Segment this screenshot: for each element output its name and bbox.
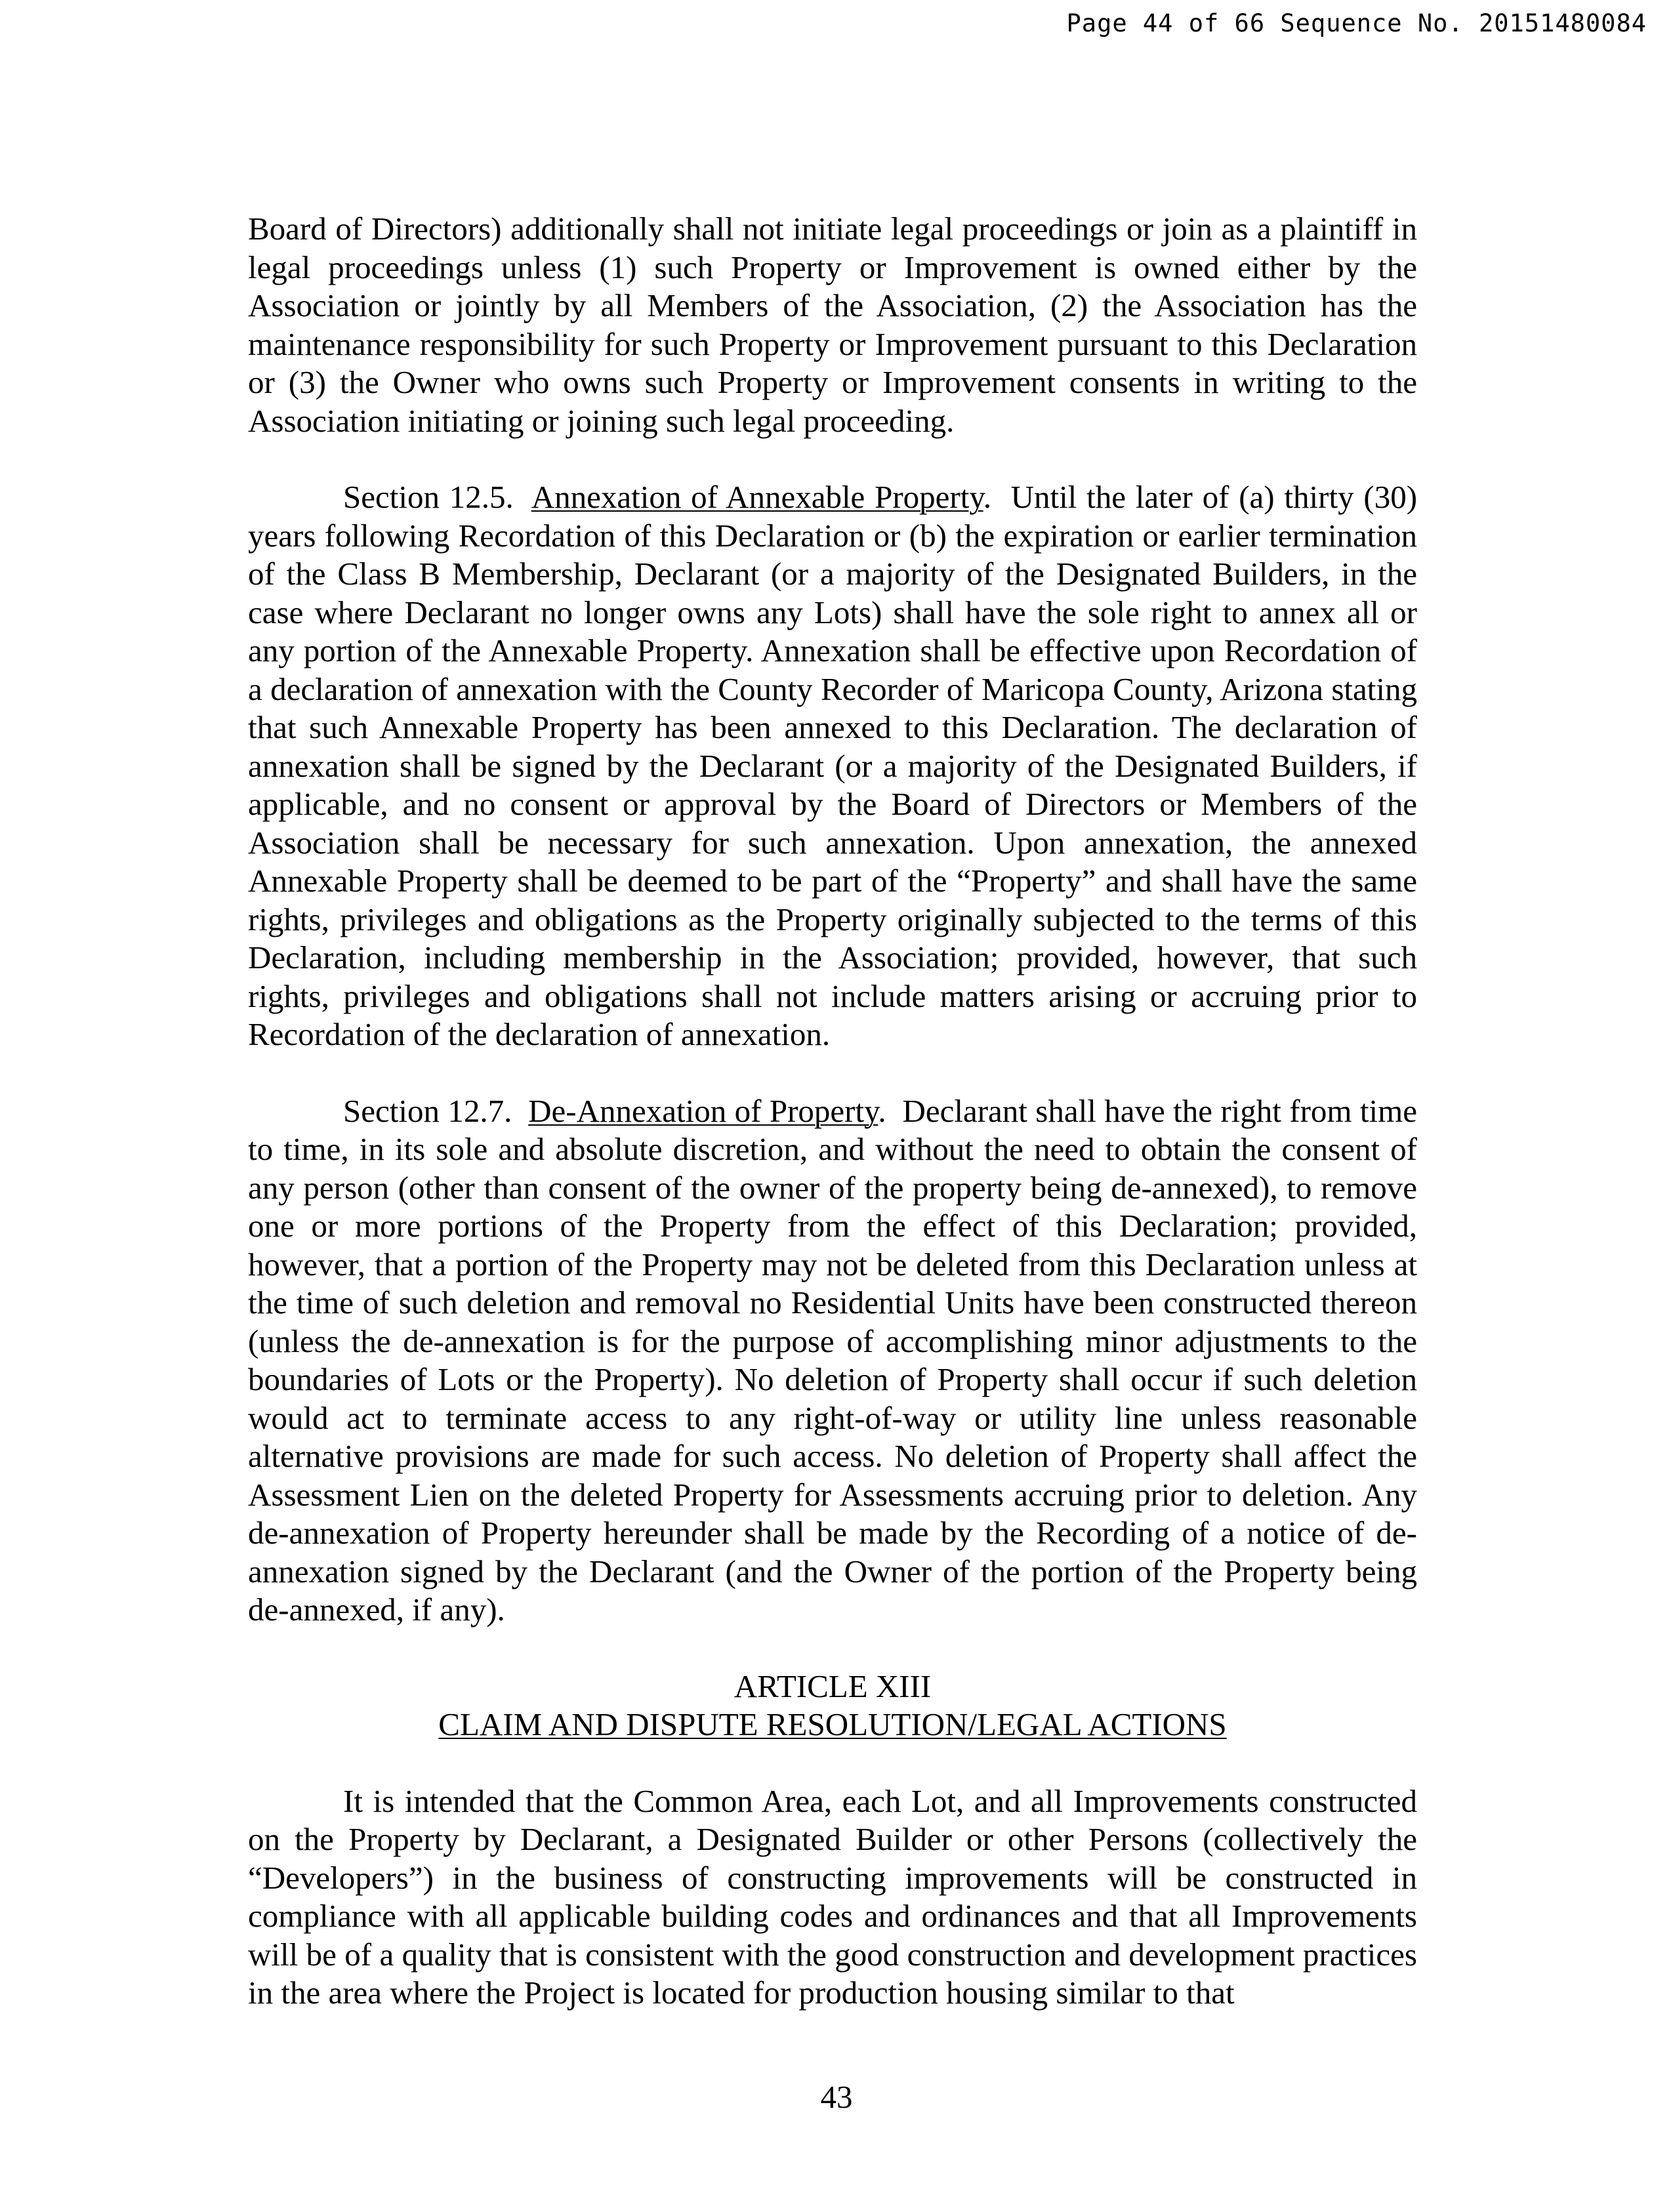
section-12-7-label: Section 12.7.: [343, 1092, 512, 1129]
section-12-5-body: Until the later of (a) thirty (30) years following Recordation of this Declaration or (b) the expiration or earlier termination of the Class B Membership, Declarant (or a majority of the Designated Builders, in the case where Declarant no longer owns any Lots) shall have the sole right to annex all or any portion of the Annexable Property. Annexation shall be effective upon Recordation of a declaration of annexation with the County Recorder of Maricopa County, Arizona stating that such Annexable Property has been annexed to this Declaration. The declaration of annexation shall be signed by the Declarant (or a majority of the Designated Builders, if applicable, and no consent or approval by the Board of Directors or Members of the Association shall be necessary for such annexation. Upon annexation, the annexed Annexable Property shall be deemed to be part of the “Property” and shall have the same rights, privileges and obligations as the Property originally subjected to the terms of this Declaration, including membership in the Association; provided, however, that such rights, privileges and obligations shall not include matters arising or accruing prior to Recordation of the declaration of annexation.: [248, 479, 1418, 1052]
section-12-5-label: Section 12.5.: [343, 479, 514, 515]
section-12-7: Section 12.7. De-Annexation of Property. Declarant shall have the right from time to time, in its sole and absolute discretion, and without the need to obtain the consent of any person (other than consent of the owner of the property being de-annexed), to remove one or more portions of the Property from the effect of this Declaration; provided, however, that a portion of the Property may not be deleted from this Declaration unless at the time of such deletion and removal no Residential Units have been constructed thereon (unless the de-annexation is for the purpose of accomplishing minor adjustments to the boundaries of Lots or the Property). No deletion of Property shall occur if such deletion would act to terminate access to any right-of-way or utility line unless reasonable alternative provisions are made for such access. No deletion of Property shall affect the Assessment Lien on the deleted Property for Assessments accruing prior to deletion. Any de-annexation of Property hereunder shall be made by the Recording of a notice of de-annexation signed by the Declarant (and the Owner of the portion of the Property being de-annexed, if any).: [248, 1092, 1418, 1628]
page-header: Page 44 of 66 Sequence No. 20151480084: [1066, 9, 1647, 37]
section-12-5-title: Annexation of Annexable Property: [531, 479, 983, 515]
article-heading: [248, 1668, 1417, 1744]
section-12-7-body: Declarant shall have the right from time to time, in its sole and absolute discretion, and without the need to obtain the consent of any person (other than consent of the owner of the property being de-annexed), to remove one or more portions of the Property from the effect of this Declaration; provided, however, that a portion of the Property may not be deleted from this Declaration unless at the time of such deletion and removal no Residential Units have been constructed thereon (unless the de-annexation is for the purpose of accomplishing minor adjustments to the boundaries of Lots or the Property). No deletion of Property shall occur if such deletion would act to terminate access to any right-of-way or utility line unless reasonable alternative provisions are made for such access. No deletion of Property shall affect the Assessment Lien on the deleted Property for Assessments accruing prior to deletion. Any de-annexation of Property hereunder shall be made by the Recording of a notice of de-annexation signed by the Declarant (and the Owner of the portion of the Property being de-annexed, if any).: [248, 1092, 1418, 1628]
section-12-7-title: De-Annexation of Property: [528, 1092, 878, 1129]
article-title: CLAIM AND DISPUTE RESOLUTION/LEGAL ACTIONS: [438, 1706, 1227, 1742]
article-number: ARTICLE XIII: [733, 1668, 932, 1704]
document-body: [248, 210, 1417, 2013]
paragraph-board-of-directors: Board of Directors) additionally shall not initiate legal proceedings or join as a plaintiff in legal proceedings unless (1) such Property or Improvement is owned either by the Association or jointly by all Members of the Association, (2) the Association has the maintenance responsibility for such Property or Improvement pursuant to this Declaration or (3) the Owner who owns such Property or Improvement consents in writing to the Association initiating or joining such legal proceeding.: [248, 211, 1417, 439]
paragraph-intent: It is intended that the Common Area, each Lot, and all Improvements constructed on the Property by Declarant, a Designated Builder or other Persons (collectively the “Developers”) in the business of constructing improvements will be constructed in compliance with all applicable building codes and ordinances and that all Improvements will be of a quality that is consistent with the good construction and development practices in the area where the Project is located for production housing similar to that: [248, 1782, 1417, 2011]
page-number: 43: [820, 2079, 853, 2115]
section-12-5: Section 12.5. Annexation of Annexable Property. Until the later of (a) thirty (30) years following Recordation of this Declaration or (b) the expiration or earlier termination of the Class B Membership, Declarant (or a majority of the Designated Builders, in the case where Declarant no longer owns any Lots) shall have the sole right to annex all or any portion of the Annexable Property. Annexation shall be effective upon Recordation of a declaration of annexation with the County Recorder of Maricopa County, Arizona stating that such Annexable Property has been annexed to this Declaration. The declaration of annexation shall be signed by the Declarant (or a majority of the Designated Builders, if applicable, and no consent or approval by the Board of Directors or Members of the Association shall be necessary for such annexation. Upon annexation, the annexed Annexable Property shall be deemed to be part of the “Property” and shall have the same rights, privileges and obligations as the Property originally subjected to the terms of this Declaration, including membership in the Association; provided, however, that such rights, privileges and obligations shall not include matters arising or accruing prior to Recordation of the declaration of annexation.: [248, 479, 1418, 1052]
